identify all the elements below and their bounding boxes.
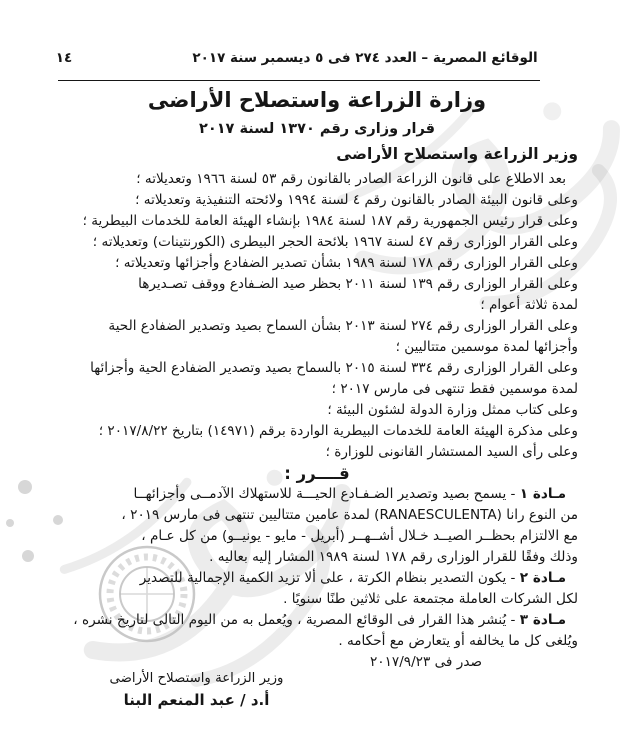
- minister-heading: وزير الزراعة واستصلاح الأراضى: [336, 145, 578, 163]
- article-1-line: من النوع رانا (RANAESCULENTA) لمدة عامين متتاليين تنتهى فى مارس ٢٠١٩ ،: [121, 507, 578, 523]
- preamble-line: وعلى القرار الوزارى رقم ٢٧٤ لسنة ٢٠١٣ بشأن السماح بصيد وتصدير الضفادع الحية: [108, 318, 578, 334]
- article-2-line: لكل الشركات العاملة مجتمعة على ثلاثين طنًا سنويًا .: [283, 591, 578, 607]
- article-1-line: وذلك وفقًا للقرار الوزارى رقم ١٧٨ لسنة ١٩٨٩ المشار إليه بعاليه .: [209, 549, 578, 565]
- preamble-line: وعلى القرار الوزارى رقم ١٣٩ لسنة ٢٠١١ بحظر صيد الضـفادع ووقف تصـديرها: [138, 276, 578, 292]
- article-2-first-line: [56, 568, 578, 589]
- preamble-line: لمدة ثلاثة أعوام ؛: [480, 297, 578, 313]
- decree-body: [56, 169, 578, 673]
- preamble-line: وعلى مذكرة الهيئة العامة للخدمات البيطرية الواردة برقم (١٤٩٧١) بتاريخ ٢٠١٧/٨/٢٢ ؛: [98, 423, 578, 439]
- decision-word: قــــرر :: [284, 464, 350, 483]
- signature-name: أ.د / عبد المنعم البنا: [123, 691, 270, 709]
- article-1-first-line: [56, 484, 578, 505]
- article-2-label: مـادة ٢: [519, 570, 566, 586]
- article-3-first-line: [56, 610, 578, 631]
- article-3-label: مـادة ٣: [519, 612, 566, 628]
- preamble-line: وأجزائها لمدة موسمين متتاليين ؛: [395, 339, 578, 355]
- header-rule: [58, 80, 540, 81]
- article-1-line: مع الالتزام بحظــر الصيــد خـلال أشــهــر (أبريل - مايو - يونيــو) من كل عـام ،: [141, 528, 578, 544]
- preamble-line: وعلى قرار رئيس الجمهورية رقم ١٨٧ لسنة ١٩٨٤ بإنشاء الهيئة العامة للخدمات البيطرية ؛: [82, 213, 578, 229]
- preamble-line: وعلى القرار الوزارى رقم ١٧٨ لسنة ١٩٨٩ بشأن تصدير الضفادع وأجزائها وتعديلاته ؛: [115, 255, 578, 271]
- dots-watermark-icon: [6, 480, 63, 562]
- ministry-title: وزارة الزراعة واستصلاح الأراضى: [147, 88, 487, 112]
- signature-block: [104, 669, 289, 711]
- article-1-label: مـادة ١: [519, 486, 566, 502]
- preamble-line: لمدة موسمين فقط تنتهى فى مارس ٢٠١٧ ؛: [331, 381, 578, 397]
- decree-number-line: قرار وزارى رقم ١٣٧٠ لسنة ٢٠١٧: [199, 121, 435, 137]
- preamble-line: بعد الاطلاع على قانون الزراعة الصادر بالقانون رقم ٥٣ لسنة ١٩٦٦ وتعديلاته ؛: [136, 171, 566, 187]
- preamble-line: وعلى كتاب ممثل وزارة الدولة لشئون البيئة ؛: [327, 402, 578, 418]
- issued-date-line: صدر فى ٢٠١٧/٩/٢٣: [370, 654, 482, 670]
- article-3-line: ويُلغى كل ما يخالفه أو يتعارض مع أحكامه .: [338, 633, 578, 649]
- article-2-first-text: - يكون التصدير بنظام الكرتة ، على ألا تزيد الكمية الإجمالية للتصدير: [139, 570, 520, 586]
- preamble-line: وعلى القرار الوزارى رقم ٣٣٤ لسنة ٢٠١٥ بالسماح بصيد وتصدير الضفادع الحية وأجزائها: [90, 360, 578, 376]
- preamble-line: وعلى قانون البيئة الصادر بالقانون رقم ٤ لسنة ١٩٩٤ ولائحته التنفيذية وتعديلاته ؛: [135, 192, 578, 208]
- preamble-line: وعلى القرار الوزارى رقم ٤٧ لسنة ١٩٦٧ بلائحة الحجر البيطرى (الكورنتينات) وتعديلاته ؛: [92, 234, 578, 250]
- signature-title: وزير الزراعة واستصلاح الأراضى: [109, 671, 284, 686]
- article-3-first-text: - يُنشر هذا القرار فى الوقائع المصرية ، ويُعمل به من اليوم التالى لتاريخ نشره ،: [73, 612, 520, 628]
- article-1-first-text: - يسمح بصيد وتصدير الضـفـادع الحيـــة للاستهلاك الآدمــى وأجزائهــا: [133, 486, 520, 502]
- header-page-number: ١٤: [55, 50, 73, 66]
- preamble-line: وعلى رأى السيد المستشار القانونى للوزارة ؛: [325, 444, 578, 460]
- header-issue-line: الوقائع المصرية – العدد ٢٧٤ فى ٥ ديسمبر سنة ٢٠١٧: [192, 50, 538, 66]
